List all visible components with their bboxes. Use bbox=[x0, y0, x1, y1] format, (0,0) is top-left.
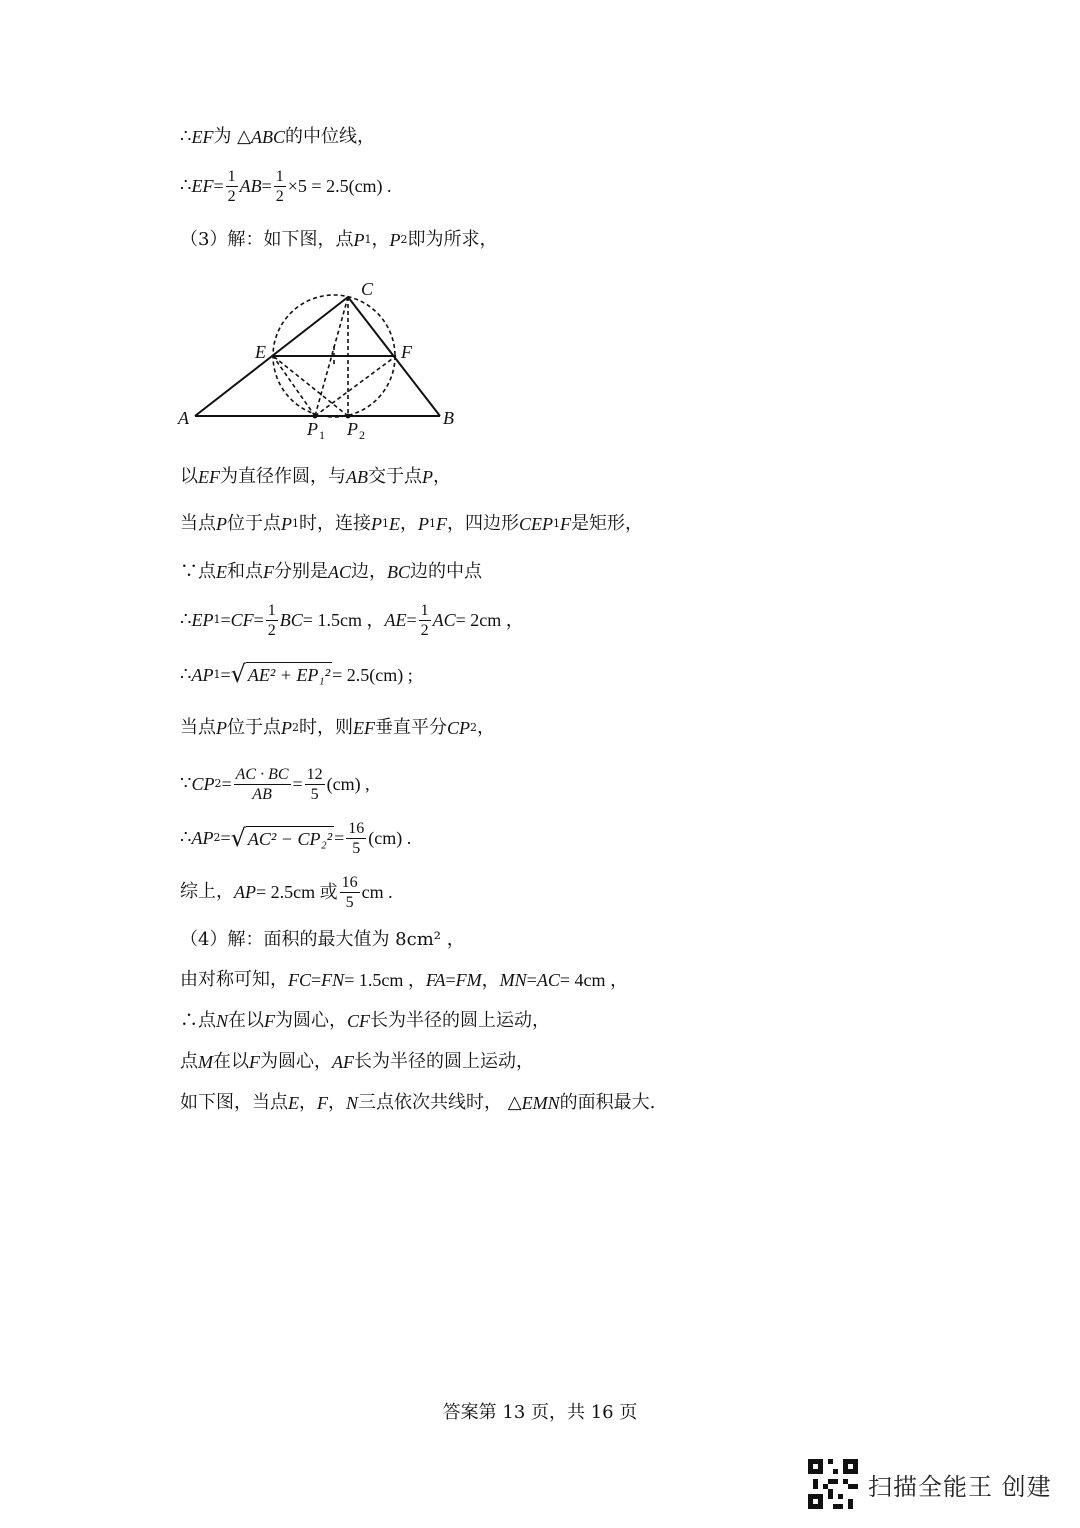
math-var: E bbox=[288, 1093, 299, 1113]
math-var: F bbox=[249, 1052, 260, 1072]
math-var: P bbox=[422, 467, 433, 487]
fraction bbox=[340, 873, 360, 912]
text-line-14 bbox=[180, 968, 628, 992]
equals: = bbox=[292, 774, 303, 794]
text: 时，连接 bbox=[299, 513, 371, 534]
math-var: EMN bbox=[521, 1093, 560, 1113]
text: ×5 = 2.5(cm) . bbox=[287, 176, 392, 196]
text: (cm) , bbox=[326, 774, 370, 794]
math-var: AP bbox=[234, 882, 256, 902]
denominator: 5 bbox=[345, 893, 354, 911]
text: 为圆心， bbox=[275, 1010, 348, 1031]
text: 为直径作圆，与 bbox=[220, 466, 346, 487]
math-var: FN bbox=[321, 970, 345, 990]
math-var: N bbox=[216, 1011, 229, 1031]
text-line-6 bbox=[180, 560, 482, 584]
math-var: FA bbox=[425, 970, 446, 990]
label-P2: P bbox=[347, 419, 358, 439]
equals: = bbox=[311, 970, 322, 990]
therefore-symbol: ∴ bbox=[180, 663, 192, 685]
text-line-16 bbox=[180, 1050, 534, 1074]
equals: = bbox=[253, 610, 264, 630]
math-var: FM bbox=[455, 970, 482, 990]
therefore-symbol: ∴ bbox=[180, 609, 192, 630]
subscript: 2 bbox=[213, 831, 221, 844]
equals: = bbox=[445, 970, 456, 990]
subscript: 1 bbox=[382, 517, 389, 530]
dashed-P1F bbox=[315, 356, 396, 416]
math-var: P bbox=[216, 718, 227, 738]
text: （3）解：如下图，点 bbox=[180, 229, 354, 250]
text: 以 bbox=[180, 466, 198, 487]
math-var: AC bbox=[328, 562, 352, 582]
subscript: 1 bbox=[553, 517, 560, 530]
equals: = bbox=[220, 610, 231, 630]
text-line-12 bbox=[180, 870, 393, 914]
math-var: AB bbox=[346, 467, 368, 487]
square-root: √ AC² − CP₂² bbox=[230, 823, 333, 852]
text: 是矩形， bbox=[571, 513, 643, 534]
fraction bbox=[226, 167, 238, 206]
equals: = bbox=[261, 176, 272, 196]
numerator: AC · BC bbox=[235, 765, 289, 783]
math-var: AC bbox=[536, 970, 560, 990]
text: 如下图，当点 bbox=[180, 1092, 288, 1113]
math-var: AE bbox=[384, 610, 407, 630]
text-line-7 bbox=[180, 600, 524, 640]
fraction bbox=[266, 601, 278, 640]
text: 综上， bbox=[180, 881, 234, 902]
text: 分别是 bbox=[274, 561, 328, 582]
numerator: 12 bbox=[306, 765, 323, 783]
math-var: AP bbox=[191, 828, 214, 848]
denominator: 2 bbox=[420, 621, 429, 639]
text: 边的中点 bbox=[410, 561, 483, 582]
text-line-3 bbox=[180, 228, 497, 252]
label-A: A bbox=[178, 408, 189, 428]
text: cm . bbox=[361, 882, 393, 902]
text: 的面积最大. bbox=[559, 1092, 656, 1113]
text: ， bbox=[299, 1092, 317, 1113]
math-var: N bbox=[346, 1093, 359, 1113]
math-var: BC bbox=[279, 610, 303, 630]
text: 为 △ bbox=[213, 126, 252, 147]
subscript: 1 bbox=[292, 517, 299, 530]
therefore-symbol: ∴ bbox=[180, 175, 192, 196]
text: 时，则 bbox=[299, 717, 353, 738]
label-F: F bbox=[401, 342, 412, 362]
subscript: 1 bbox=[364, 233, 372, 246]
denominator: 2 bbox=[267, 621, 276, 639]
text: = 4cm ， bbox=[559, 970, 628, 990]
math-var: BC bbox=[387, 562, 411, 582]
equals: = bbox=[221, 774, 232, 794]
subscript: 2 bbox=[470, 721, 478, 734]
text: 位于点 bbox=[227, 717, 281, 738]
text-line-9 bbox=[180, 716, 495, 740]
label-P2-sub: 2 bbox=[359, 428, 365, 442]
label-C: C bbox=[361, 279, 374, 299]
text: ， bbox=[371, 229, 390, 250]
text: 和点 bbox=[227, 561, 263, 582]
text-line-17 bbox=[180, 1091, 655, 1115]
subscript: 2 bbox=[214, 777, 222, 790]
math-var: F bbox=[317, 1093, 328, 1113]
text-line-15 bbox=[180, 1009, 550, 1033]
math-var: FC bbox=[288, 970, 312, 990]
text: ，四边形 bbox=[447, 513, 519, 534]
square-root: √ AE² + EP₁² bbox=[230, 660, 331, 688]
equals: = bbox=[220, 664, 231, 685]
math-var: F bbox=[264, 1011, 276, 1031]
equals: = bbox=[213, 176, 224, 196]
math-var: F bbox=[436, 514, 447, 534]
math-var: CF bbox=[347, 1011, 371, 1031]
math-var: AP bbox=[191, 664, 214, 685]
text: 位于点 bbox=[227, 513, 281, 534]
therefore-symbol: ∴ bbox=[180, 827, 192, 848]
numerator: 16 bbox=[341, 873, 358, 891]
text: ， bbox=[400, 513, 418, 534]
math-var: ABC bbox=[251, 127, 286, 147]
numerator: 1 bbox=[420, 601, 429, 619]
math-var: E bbox=[389, 514, 400, 534]
math-var: F bbox=[263, 562, 274, 582]
text-line-2 bbox=[180, 166, 392, 206]
fraction bbox=[346, 819, 366, 858]
text: 长为半径的圆上运动， bbox=[370, 1010, 551, 1031]
math-var: MN bbox=[499, 970, 527, 990]
denominator: 5 bbox=[310, 785, 319, 803]
text: 即为所求， bbox=[407, 229, 498, 250]
because-symbol: ∵ bbox=[180, 773, 192, 794]
subscript: 1 bbox=[213, 667, 221, 681]
label-B: B bbox=[443, 408, 454, 428]
numerator: 1 bbox=[227, 167, 236, 185]
qr-code-icon bbox=[808, 1459, 858, 1509]
text-line-1 bbox=[180, 125, 375, 149]
text: 由对称可知， bbox=[180, 969, 288, 990]
subscript: 1 bbox=[429, 517, 436, 530]
math-var: P bbox=[281, 514, 292, 534]
text: 在以 bbox=[213, 1051, 249, 1072]
radicand: AE² + EP₁² bbox=[246, 662, 332, 687]
radicand: AC² − CP₂² bbox=[246, 826, 334, 851]
text: 当点 bbox=[180, 717, 216, 738]
text: = 2.5cm 或 bbox=[256, 882, 338, 902]
denominator: AB bbox=[252, 785, 272, 803]
text: ， bbox=[328, 1092, 346, 1113]
subscript: 2 bbox=[400, 233, 408, 246]
math-var: P bbox=[216, 514, 227, 534]
denominator: 2 bbox=[227, 187, 236, 205]
math-var: EF bbox=[353, 718, 375, 738]
text: (cm) . bbox=[368, 828, 412, 848]
math-var: F bbox=[560, 514, 571, 534]
numerator: 1 bbox=[275, 167, 284, 185]
text-line-8 bbox=[180, 662, 413, 687]
dashed-P1E bbox=[273, 356, 315, 416]
math-var: CP bbox=[447, 718, 471, 738]
text: 为圆心， bbox=[260, 1051, 332, 1072]
equals: = bbox=[406, 610, 417, 630]
fraction bbox=[419, 601, 431, 640]
text: 点 bbox=[180, 1051, 198, 1072]
fraction bbox=[234, 765, 291, 804]
numerator: 16 bbox=[348, 819, 365, 837]
subscript: 2 bbox=[292, 721, 299, 734]
text: = 1.5cm ， bbox=[344, 970, 426, 990]
text: 三点依次共线时， △ bbox=[358, 1092, 522, 1113]
math-var: CF bbox=[230, 610, 254, 630]
text-line-11 bbox=[180, 816, 411, 860]
text: ， bbox=[481, 970, 500, 990]
subscript: 1 bbox=[213, 613, 221, 626]
text: 的中位线， bbox=[285, 126, 376, 147]
text: 交于点 bbox=[368, 466, 422, 487]
equals: = bbox=[220, 828, 231, 848]
text: 长为半径的圆上运动， bbox=[354, 1051, 534, 1072]
equals: = bbox=[526, 970, 537, 990]
fraction bbox=[274, 167, 286, 206]
text: 边， bbox=[351, 561, 388, 582]
text: = 1.5cm ， bbox=[302, 610, 385, 630]
denominator: 5 bbox=[352, 839, 361, 857]
text: 当点 bbox=[180, 513, 216, 534]
point-P2 bbox=[346, 414, 351, 419]
text: = 2cm ， bbox=[455, 610, 524, 630]
label-P1: P bbox=[307, 419, 318, 439]
math-var: P bbox=[389, 230, 401, 250]
text: 垂直平分 bbox=[375, 717, 447, 738]
point-P1 bbox=[313, 414, 318, 419]
math-var: EP bbox=[191, 610, 214, 630]
math-var: AB bbox=[239, 176, 262, 196]
dashed-P2E bbox=[273, 356, 348, 416]
math-var: CP bbox=[191, 774, 215, 794]
geometry-diagram bbox=[170, 270, 470, 450]
math-var: E bbox=[216, 562, 227, 582]
math-var: EF bbox=[198, 467, 220, 487]
math-var: P bbox=[418, 514, 429, 534]
math-var: P bbox=[371, 514, 382, 534]
label-E: E bbox=[255, 342, 266, 362]
text: ， bbox=[433, 466, 451, 487]
text: 在以 bbox=[228, 1010, 265, 1031]
math-var: EF bbox=[191, 176, 214, 196]
text: ∵点 bbox=[180, 561, 216, 582]
therefore-symbol: ∴ bbox=[180, 126, 192, 147]
text-line-13 bbox=[180, 928, 465, 952]
math-var: CEP bbox=[519, 514, 553, 534]
watermark-text: 扫描全能王 创建 bbox=[868, 1472, 1052, 1501]
math-var: AC bbox=[432, 610, 456, 630]
math-var: M bbox=[198, 1052, 213, 1072]
math-var: EF bbox=[191, 127, 214, 147]
text: ∴点 bbox=[180, 1010, 216, 1031]
text: （4）解：面积的最大值为 8cm² ， bbox=[180, 929, 465, 950]
scanner-watermark bbox=[808, 1458, 1052, 1510]
text: = 2.5(cm) ; bbox=[332, 664, 413, 685]
text-line-5 bbox=[180, 512, 643, 536]
math-var: P bbox=[281, 718, 292, 738]
denominator: 2 bbox=[275, 187, 284, 205]
fraction bbox=[305, 765, 325, 804]
text-line-10 bbox=[180, 762, 370, 806]
equals: = bbox=[334, 828, 345, 848]
numerator: 1 bbox=[267, 601, 276, 619]
page-footer: 答案第 13 页，共 16 页 bbox=[442, 1402, 638, 1423]
math-var: AF bbox=[332, 1052, 354, 1072]
label-P1-sub: 1 bbox=[319, 428, 325, 442]
text-line-4 bbox=[180, 465, 451, 489]
text: ， bbox=[477, 717, 496, 738]
math-var: P bbox=[353, 230, 365, 250]
